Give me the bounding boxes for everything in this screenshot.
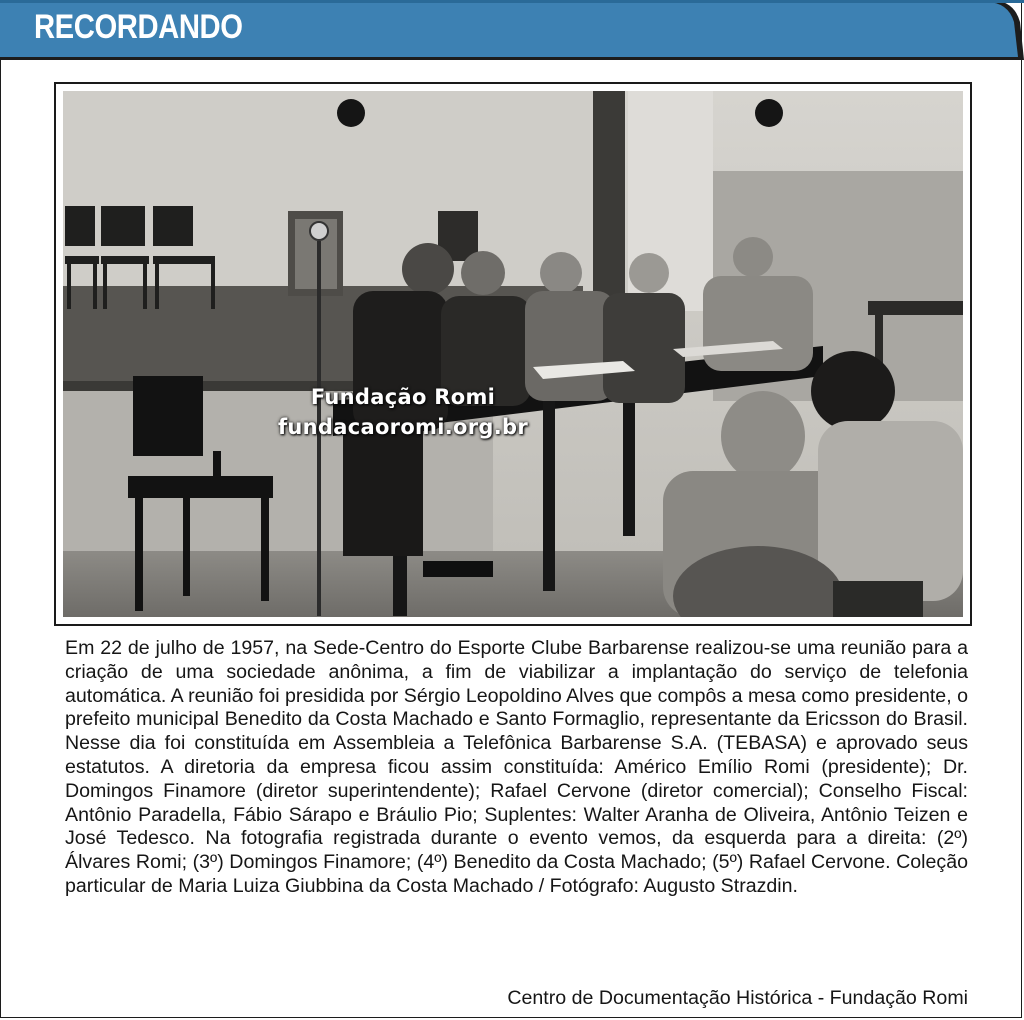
caption-credit: Centro de Documentação Histórica - Fundação Romi [507, 987, 968, 1009]
historical-photo [63, 91, 963, 617]
section-header [0, 0, 1024, 60]
photo-illustration [63, 91, 963, 617]
photo-caption: Em 22 de julho de 1957, na Sede-Centro do Esporte Clube Barbarense realizou-se uma reunião para a criação de uma sociedade anônima, a fim de viabilizar a implantação do serviço de telefonia automática. A reunião foi presidida por Sérgio Leopoldino Alves que compôs a mesa como presidente, o prefeito municipal Benedito da Costa Machado e Santo Formaglio, representante da Ericsson do Brasil. Nesse dia foi constituída em Assembleia a Telefônica Barbarense S.A. (TEBASA) e aprovado seus estatutos. A diretoria da empresa ficou assim constituída: Américo Emílio Romi (presidente); Dr. Domingos Finamore (diretor superintendente); Rafael Cervone (diretor comercial); Conselho Fiscal: Antônio Paradella, Fábio Sárapo e Bráulio Pio; Suplentes: Walter Aranha de Oliveira, Antônio Teizen e José Tedesco. Na fotografia registrada durante o evento vemos, da esquerda para a direita: (2º) Álvares Romi; (3º) Domingos Finamore; (4º) Benedito da Costa Machado; (5º) Rafael Cervone. Coleção particular de Maria Luiza Giubbina da Costa Machado / Fotógrafo: Augusto Strazdin. [65, 637, 968, 897]
photo-watermark-url: fundacaoromi.org.br [277, 415, 528, 439]
header-title: RECORDANDO [34, 8, 243, 46]
photo-watermark-name: Fundação Romi [310, 385, 496, 409]
photo-frame [54, 82, 972, 626]
